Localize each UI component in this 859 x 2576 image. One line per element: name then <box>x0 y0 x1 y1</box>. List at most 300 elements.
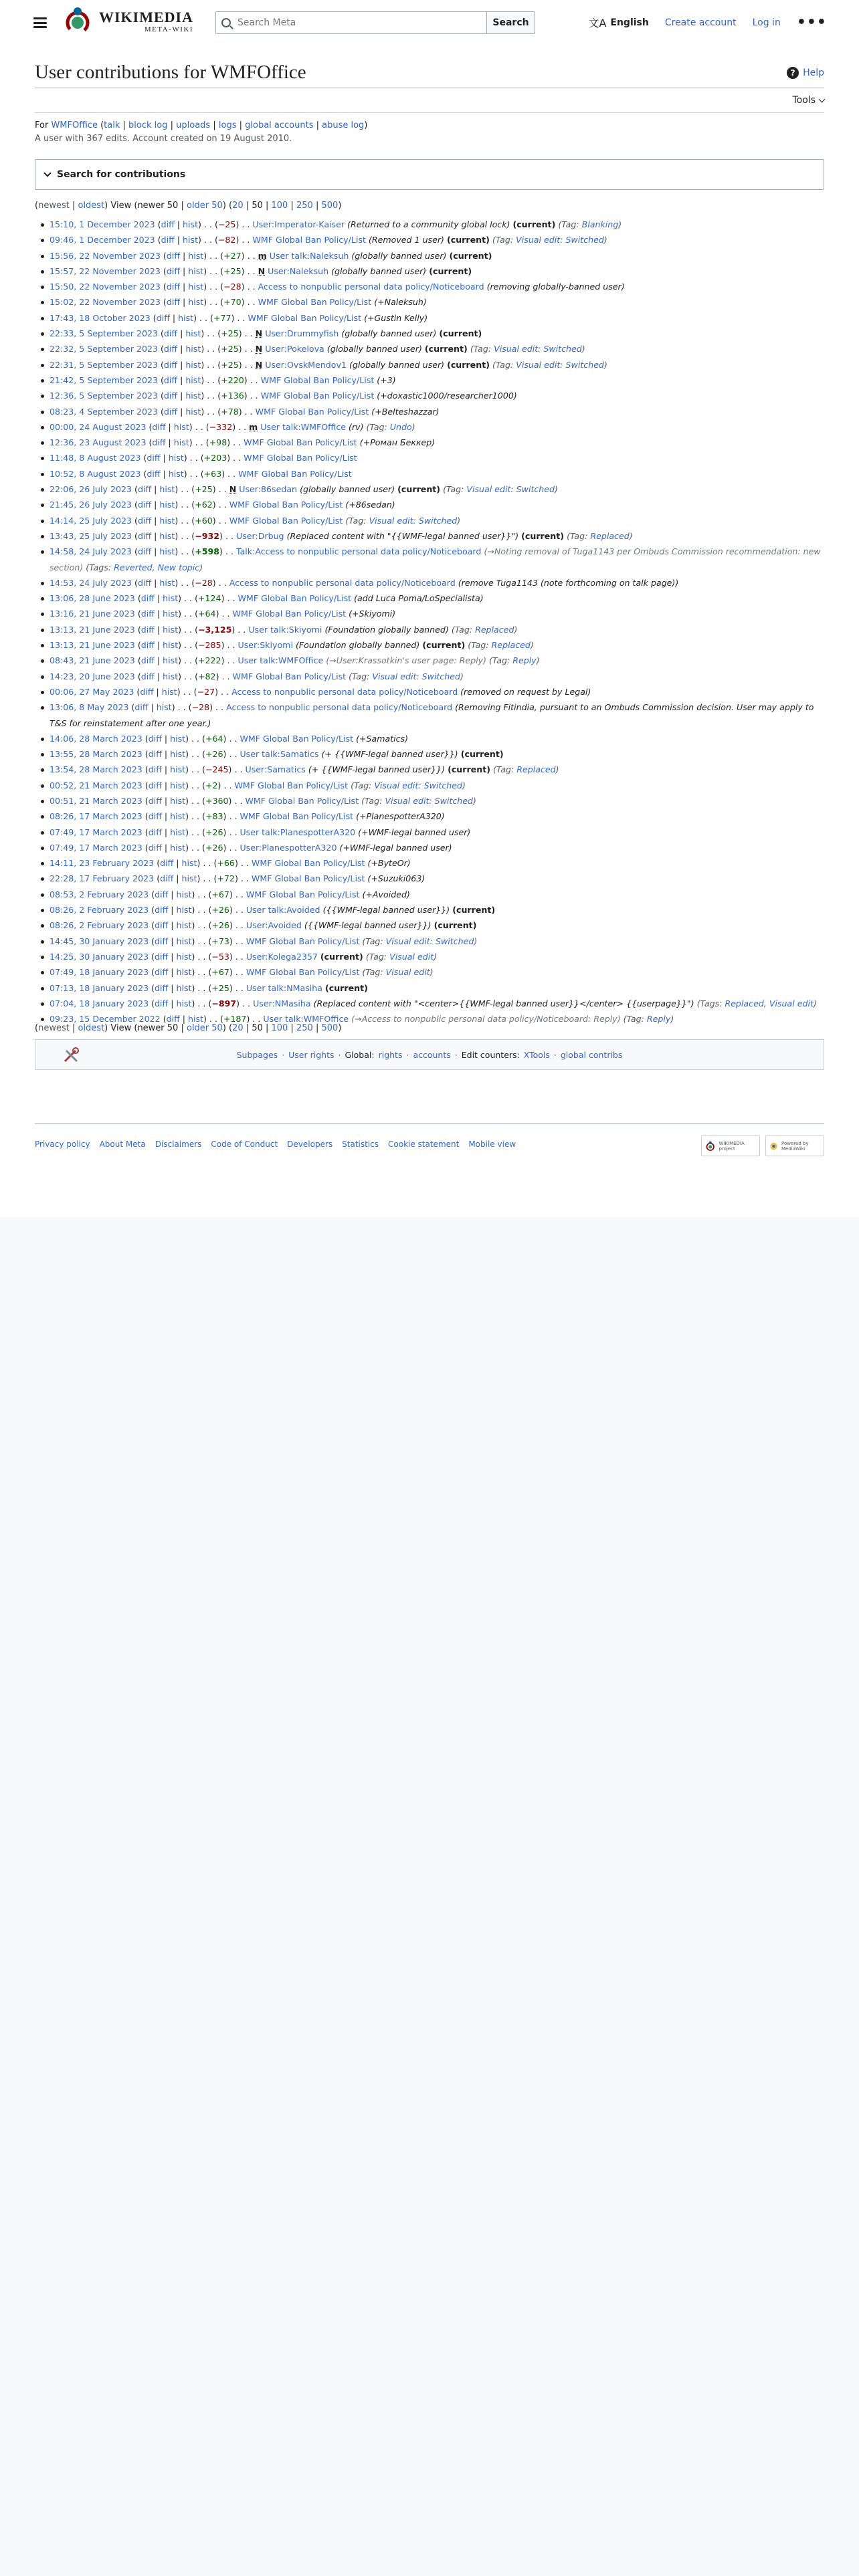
page-link[interactable]: WMF Global Ban Policy/List <box>237 593 352 604</box>
hist-link[interactable]: hist <box>188 265 204 276</box>
page-link[interactable]: WMF Global Ban Policy/List <box>246 967 360 978</box>
more-options-icon[interactable]: ••• <box>796 13 827 31</box>
tag-link[interactable]: Visual edit: Switched <box>385 795 474 806</box>
page-link[interactable]: User talk:Avoided <box>246 905 320 916</box>
pager-oldest[interactable]: oldest <box>78 1023 105 1033</box>
hist-link[interactable]: hist <box>163 593 179 604</box>
page-link[interactable]: WMF Global Ban Policy/List <box>252 235 366 245</box>
hist-link[interactable]: hist <box>183 219 199 229</box>
page-link[interactable]: WMF Global Ban Policy/List <box>240 811 354 822</box>
contribution-date[interactable]: 17:43, 18 October 2023 <box>50 312 151 323</box>
edit-summary: (+ {{WMF-legal banned user}}) <box>321 749 458 760</box>
diff-link[interactable]: diff <box>140 624 155 635</box>
contribution-date[interactable]: 12:36, 23 August 2023 <box>50 437 147 448</box>
user-tool-link[interactable]: uploads <box>176 120 211 130</box>
edit-summary: (+Suzuki063) <box>367 873 425 884</box>
current-label: (current) <box>521 530 565 541</box>
pager-older[interactable]: older 50 <box>186 201 223 211</box>
contribution-date[interactable]: 13:55, 28 March 2023 <box>50 749 142 760</box>
diff-link[interactable]: diff <box>160 873 174 884</box>
hist-link[interactable]: hist <box>170 827 186 837</box>
size-change: +136 <box>221 391 244 401</box>
hist-link[interactable]: hist <box>168 468 184 479</box>
contribution-date[interactable]: 08:53, 2 February 2023 <box>50 889 149 899</box>
contribution-date[interactable]: 12:36, 5 September 2023 <box>50 391 158 401</box>
contribution-date[interactable]: 14:14, 25 July 2023 <box>50 515 132 526</box>
diff-link[interactable]: diff <box>155 920 169 931</box>
hist-link[interactable]: hist <box>176 889 192 899</box>
tag-link[interactable]: Visual edit: Switched <box>369 515 458 526</box>
diff-link[interactable]: diff <box>140 593 155 604</box>
log-in-link[interactable]: Log in <box>752 17 781 28</box>
subpages-link[interactable]: Subpages <box>236 1049 278 1060</box>
contribution-date[interactable]: 00:51, 21 March 2023 <box>50 795 142 806</box>
contribution-date[interactable]: 08:26, 2 February 2023 <box>50 920 149 931</box>
diff-link[interactable]: diff <box>163 374 178 385</box>
tag-link[interactable]: Replaced <box>590 530 630 541</box>
hist-link[interactable]: hist <box>173 437 189 448</box>
page-link[interactable]: WMF Global Ban Policy/List <box>244 453 357 463</box>
pager-older[interactable]: older 50 <box>186 1023 223 1033</box>
hist-link[interactable]: hist <box>185 359 201 370</box>
hist-link[interactable]: hist <box>188 250 204 261</box>
contribution-date[interactable]: 13:16, 21 June 2023 <box>50 609 135 619</box>
page-link[interactable]: User:Imperator-Kaiser <box>252 219 345 229</box>
contribution-date[interactable]: 13:06, 28 June 2023 <box>50 593 135 604</box>
diff-link[interactable]: diff <box>137 515 152 526</box>
site-logo[interactable] <box>62 5 193 37</box>
footer-link[interactable]: Code of Conduct <box>211 1140 278 1149</box>
search-contributions-toggle[interactable] <box>35 159 824 190</box>
contribution-date[interactable]: 13:13, 21 June 2023 <box>50 624 135 635</box>
diff-link[interactable]: diff <box>166 297 180 308</box>
hist-link[interactable]: hist <box>159 577 175 588</box>
hist-link[interactable]: hist <box>183 235 199 245</box>
tag-link[interactable]: Blanking <box>581 219 619 229</box>
wikimedia-logo-icon <box>62 5 94 37</box>
page-link[interactable]: User talk:Skiyomi <box>248 624 322 635</box>
diff-link[interactable]: diff <box>156 312 170 323</box>
pager-size-option[interactable]: 250 <box>296 1023 313 1033</box>
diff-link[interactable]: diff <box>155 982 169 993</box>
hist-link[interactable]: hist <box>168 453 184 463</box>
hist-link[interactable]: hist <box>170 764 186 775</box>
hist-link[interactable]: hist <box>178 312 194 323</box>
size-change: −27 <box>197 686 215 697</box>
diff-link[interactable]: diff <box>148 827 162 837</box>
contribution-date[interactable]: 14:11, 23 February 2023 <box>50 858 155 869</box>
tags: (Tag: Visual edit: Switched) <box>362 936 478 946</box>
diff-link[interactable]: diff <box>137 530 152 541</box>
main-menu-icon[interactable] <box>32 15 48 31</box>
diff-link[interactable]: diff <box>140 640 155 651</box>
page-link[interactable]: WMF Global Ban Policy/List <box>234 780 349 790</box>
contribution-date[interactable]: 21:45, 26 July 2023 <box>50 500 132 510</box>
user-tool-link[interactable]: global accounts <box>245 120 314 130</box>
diff-link[interactable]: diff <box>163 359 178 370</box>
diff-link[interactable]: diff <box>140 655 155 666</box>
tools-menu[interactable] <box>793 95 825 106</box>
contribution-date[interactable]: 22:32, 5 September 2023 <box>50 344 158 354</box>
pager-size-option[interactable]: 500 <box>321 201 339 211</box>
tag-link[interactable]: New topic <box>157 562 200 572</box>
contribution-date[interactable]: 21:42, 5 September 2023 <box>50 374 158 385</box>
tags: (Tag: Blanking) <box>558 219 622 229</box>
new-page-flag: N <box>255 344 263 354</box>
contribution-date[interactable]: 08:43, 21 June 2023 <box>50 655 135 666</box>
size-change: +124 <box>197 593 221 604</box>
diff-link[interactable]: diff <box>163 406 178 417</box>
hist-link[interactable]: hist <box>159 515 175 526</box>
page-link[interactable]: WMF Global Ban Policy/List <box>240 733 354 744</box>
contribution-date[interactable]: 22:28, 17 February 2023 <box>50 873 155 884</box>
contribution-date[interactable]: 22:06, 26 July 2023 <box>50 484 132 495</box>
search-placeholder: Search Meta <box>237 17 296 28</box>
pager-size-option[interactable]: 100 <box>271 201 288 211</box>
hist-link[interactable]: hist <box>181 873 197 884</box>
contribution-date[interactable]: 13:54, 28 March 2023 <box>50 764 142 775</box>
footer-link[interactable]: Disclaimers <box>155 1140 202 1149</box>
hist-link[interactable]: hist <box>156 702 172 713</box>
contribution-date[interactable]: 14:58, 24 July 2023 <box>50 546 132 557</box>
page-link[interactable]: User talk:WMFOffice <box>237 655 324 666</box>
diff-link[interactable]: diff <box>163 391 178 401</box>
diff-link[interactable]: diff <box>152 421 166 432</box>
pager-size-option[interactable]: 20 <box>232 1023 244 1033</box>
page-link[interactable]: User:Naleksuh <box>268 265 329 276</box>
user-link[interactable]: WMFOffice <box>51 120 98 130</box>
tag-link[interactable]: Visual edit <box>389 951 434 962</box>
hist-link[interactable]: hist <box>188 1014 204 1025</box>
contribution-date[interactable]: 00:00, 24 August 2023 <box>50 421 147 432</box>
contribution-date[interactable]: 00:06, 27 May 2023 <box>50 686 134 697</box>
hist-link[interactable]: hist <box>159 546 175 557</box>
wikimedia-project-badge[interactable] <box>701 1136 760 1156</box>
tag-link[interactable]: Replaced <box>725 998 764 1008</box>
contribution-date[interactable]: 14:06, 28 March 2023 <box>50 733 142 744</box>
page-link[interactable]: WMF Global Ban Policy/List <box>229 515 343 526</box>
contribution-date[interactable]: 15:50, 22 November 2023 <box>50 282 161 292</box>
hist-link[interactable]: hist <box>163 640 179 651</box>
page-link[interactable]: WMF Global Ban Policy/List <box>255 406 369 417</box>
contribution-date[interactable]: 07:04, 18 January 2023 <box>50 998 149 1008</box>
page-link[interactable]: User talk:PlanespotterA320 <box>240 827 356 837</box>
page-link[interactable]: WMF Global Ban Policy/List <box>248 312 362 323</box>
page-link[interactable]: User talk:Samatics <box>240 749 319 760</box>
page-link[interactable]: WMF Global Ban Policy/List <box>251 873 365 884</box>
diff-link[interactable]: diff <box>155 951 169 962</box>
page-link[interactable]: User talk:NMasiha <box>246 982 322 993</box>
contribution-row: 14:45, 30 January 2023 (diff | hist) . . (+73) . . WMF Global Ban Policy/List (Tag: Visual edit: Switched) <box>35 934 824 949</box>
size-change: −28 <box>223 282 242 292</box>
hist-link[interactable]: hist <box>176 998 192 1008</box>
diff-link[interactable]: diff <box>147 453 161 463</box>
edit-summary: (+Skiyomi) <box>349 609 396 619</box>
diff-link[interactable]: diff <box>166 1014 180 1025</box>
diff-link[interactable]: diff <box>140 671 155 681</box>
tag-link[interactable]: Replaced <box>516 764 556 775</box>
diff-link[interactable]: diff <box>163 344 178 354</box>
contribution-date[interactable]: 00:52, 21 March 2023 <box>50 780 142 790</box>
hist-link[interactable]: hist <box>170 733 186 744</box>
page-link[interactable]: Access to nonpublic personal data policy/Noticeboard <box>229 577 456 588</box>
tag-link[interactable]: Reply <box>646 1014 671 1025</box>
edit-summary: (+Samatics) <box>356 733 409 744</box>
page-link[interactable]: WMF Global Ban Policy/List <box>229 500 343 510</box>
diff-link[interactable]: diff <box>166 250 180 261</box>
diff-link[interactable]: diff <box>134 702 149 713</box>
tag-link[interactable]: Visual edit: Switched <box>494 344 582 354</box>
hist-link[interactable]: hist <box>176 920 192 931</box>
user-subtitle: A user with 367 edits. Account created on 19 August 2010. <box>35 134 292 144</box>
page-link[interactable]: Talk:Access to nonpublic personal data policy/Noticeboard <box>235 546 482 557</box>
diff-link[interactable]: diff <box>161 219 175 229</box>
xtools-link[interactable]: XTools <box>523 1049 550 1060</box>
contribution-date[interactable]: 10:52, 8 August 2023 <box>50 468 141 479</box>
diff-link[interactable]: diff <box>148 811 162 822</box>
help-link[interactable] <box>787 67 824 79</box>
page-link[interactable]: Access to nonpublic personal data policy/Noticeboard <box>258 282 484 292</box>
user-tool-link[interactable]: logs <box>218 120 237 130</box>
minor-edit-flag: m <box>258 250 267 261</box>
contribution-date[interactable]: 08:26, 17 March 2023 <box>50 811 142 822</box>
tag-link[interactable]: Visual edit: Switched <box>372 671 461 681</box>
hist-link[interactable]: hist <box>176 936 192 946</box>
search-input[interactable] <box>215 11 487 34</box>
hist-link[interactable]: hist <box>185 328 201 339</box>
edit-summary: (rv) <box>349 421 364 432</box>
hist-link[interactable]: hist <box>159 530 175 541</box>
contribution-date[interactable]: 14:23, 20 June 2023 <box>50 671 135 681</box>
hist-link[interactable]: hist <box>188 297 204 308</box>
global-accounts-link[interactable]: accounts <box>413 1049 451 1060</box>
hist-link[interactable]: hist <box>181 858 197 869</box>
contribution-date[interactable]: 13:13, 21 June 2023 <box>50 640 135 651</box>
tag-link[interactable]: Visual edit <box>769 998 814 1008</box>
hist-link[interactable]: hist <box>176 905 192 916</box>
diff-link[interactable]: diff <box>137 577 152 588</box>
contribution-date[interactable]: 22:33, 5 September 2023 <box>50 328 158 339</box>
diff-link[interactable]: diff <box>155 998 169 1008</box>
hist-link[interactable]: hist <box>188 282 204 292</box>
tag-link[interactable]: Visual edit <box>385 967 430 978</box>
page-link[interactable]: WMF Global Ban Policy/List <box>251 858 365 869</box>
hist-link[interactable]: hist <box>176 982 192 993</box>
hist-link[interactable]: hist <box>185 344 201 354</box>
footer-link[interactable]: Cookie statement <box>388 1140 460 1149</box>
contribution-date[interactable]: 14:45, 30 January 2023 <box>50 936 149 946</box>
page-link[interactable]: WMF Global Ban Policy/List <box>232 671 347 681</box>
page-link[interactable]: User:PlanespotterA320 <box>240 842 337 853</box>
page-link[interactable]: WMF Global Ban Policy/List <box>258 297 372 308</box>
diff-link[interactable]: diff <box>155 905 169 916</box>
contribution-date[interactable]: 15:56, 22 November 2023 <box>50 250 161 261</box>
diff-link[interactable]: diff <box>148 764 162 775</box>
tags: (Tag: Visual edit: Switched) <box>492 359 607 370</box>
contribution-date[interactable]: 08:23, 4 September 2023 <box>50 406 158 417</box>
diff-link[interactable]: diff <box>140 609 155 619</box>
edit-summary: (+Naleksuh) <box>374 297 427 308</box>
hist-link[interactable]: hist <box>159 484 175 495</box>
global-rights-link[interactable]: rights <box>378 1049 403 1060</box>
page-link[interactable]: User:Drbug <box>235 530 284 541</box>
page-link[interactable]: User:OvskMendov1 <box>265 359 347 370</box>
hist-link[interactable]: hist <box>176 967 192 978</box>
page-link[interactable]: User:86sedan <box>239 484 298 495</box>
hist-link[interactable]: hist <box>176 951 192 962</box>
page-link[interactable]: Access to nonpublic personal data policy/Noticeboard <box>231 686 458 697</box>
page-link[interactable]: User:Samatics <box>245 764 306 775</box>
pager-size-option[interactable]: 250 <box>296 201 313 211</box>
edit-summary: (Returned to a community global lock) <box>347 219 510 229</box>
diff-link[interactable]: diff <box>137 500 152 510</box>
contribution-date[interactable]: 09:46, 1 December 2023 <box>50 235 155 245</box>
hist-link[interactable]: hist <box>173 421 189 432</box>
page-link[interactable]: WMF Global Ban Policy/List <box>246 936 360 946</box>
hist-link[interactable]: hist <box>170 780 186 790</box>
page-link[interactable]: User:Drummyfish <box>265 328 339 339</box>
page-link[interactable]: User:Pokelova <box>265 344 324 354</box>
footer-link[interactable]: Developers <box>287 1140 333 1149</box>
tag-link[interactable]: Visual edit: Switched <box>516 359 604 370</box>
hist-link[interactable]: hist <box>170 749 186 760</box>
contribution-date[interactable]: 15:10, 1 December 2023 <box>50 219 155 229</box>
contribution-date[interactable]: 13:06, 8 May 2023 <box>50 702 129 713</box>
contribution-date[interactable]: 14:53, 24 July 2023 <box>50 577 132 588</box>
user-tool-link[interactable]: talk <box>104 120 120 130</box>
tag-link[interactable]: Replaced <box>475 624 514 635</box>
diff-link[interactable]: diff <box>147 468 161 479</box>
page-link[interactable]: WMF Global Ban Policy/List <box>246 889 360 899</box>
hist-link[interactable]: hist <box>163 624 179 635</box>
tag-link[interactable]: Replaced <box>491 640 531 651</box>
hist-link[interactable]: hist <box>170 795 186 806</box>
page-link[interactable]: User talk:WMFOffice <box>263 1014 349 1025</box>
diff-link[interactable]: diff <box>152 437 166 448</box>
user-tool-link[interactable]: abuse log <box>322 120 365 130</box>
page-link[interactable]: Access to nonpublic personal data policy/Noticeboard <box>226 702 453 713</box>
hist-link[interactable]: hist <box>163 609 179 619</box>
contribution-date[interactable]: 07:13, 18 January 2023 <box>50 982 149 993</box>
page-link[interactable]: WMF Global Ban Policy/List <box>260 391 375 401</box>
diff-link[interactable]: diff <box>148 780 162 790</box>
edit-summary: (+3) <box>377 374 396 385</box>
size-change: +360 <box>205 795 229 806</box>
contribution-row: 07:49, 17 March 2023 (diff | hist) . . (+26) . . User:PlanespotterA320 (+WMF-legal banned user) <box>35 840 824 855</box>
hist-link[interactable]: hist <box>185 391 201 401</box>
diff-link[interactable]: diff <box>160 858 174 869</box>
contribution-date[interactable]: 15:57, 22 November 2023 <box>50 265 161 276</box>
contribution-row: 14:58, 24 July 2023 (diff | hist) . . (+598) . . Talk:Access to nonpublic personal data policy/Noticeboard (→Noting removal of Tuga1143 per Ombuds Commission recommendation: new section) (Tags: Reverted, New topic) <box>35 544 824 575</box>
edit-summary: ({{WMF-legal banned user}}) <box>304 920 432 931</box>
contribution-date[interactable]: 07:49, 17 March 2023 <box>50 842 142 853</box>
contribution-date[interactable]: 11:48, 8 August 2023 <box>50 453 141 463</box>
tag-link[interactable]: Visual edit: Switched <box>374 780 462 790</box>
pager-size-option[interactable]: 500 <box>321 1023 339 1033</box>
hist-link[interactable]: hist <box>170 842 186 853</box>
hist-link[interactable]: hist <box>170 811 186 822</box>
contribution-date[interactable]: 14:25, 30 January 2023 <box>50 951 149 962</box>
language-switcher[interactable] <box>588 15 648 30</box>
page-link[interactable]: User talk:WMFOffice <box>260 421 347 432</box>
hist-link[interactable]: hist <box>185 406 201 417</box>
user-rights-link[interactable]: User rights <box>288 1049 335 1060</box>
page-link[interactable]: WMF Global Ban Policy/List <box>244 437 357 448</box>
contribution-date[interactable]: 08:26, 2 February 2023 <box>50 905 149 916</box>
contribution-date[interactable]: 07:49, 17 March 2023 <box>50 827 142 837</box>
hist-link[interactable]: hist <box>163 671 179 681</box>
page-link[interactable]: WMF Global Ban Policy/List <box>232 609 347 619</box>
contribution-date[interactable]: 09:23, 15 December 2022 <box>50 1014 161 1025</box>
footer-link[interactable]: Statistics <box>342 1140 379 1149</box>
page-link[interactable]: WMF Global Ban Policy/List <box>238 468 352 479</box>
footer-link[interactable]: Privacy policy <box>35 1140 90 1149</box>
contribution-date[interactable]: 22:31, 5 September 2023 <box>50 359 158 370</box>
diff-link[interactable]: diff <box>148 795 162 806</box>
tag-link[interactable]: Reply <box>512 655 537 666</box>
tag-link[interactable]: Undo <box>389 421 412 432</box>
tag-link[interactable]: Reverted <box>114 562 153 572</box>
page-link[interactable]: WMF Global Ban Policy/List <box>260 374 375 385</box>
tag-link[interactable]: Visual edit: Switched <box>516 235 604 245</box>
page-link[interactable]: User:Kolega2357 <box>246 951 318 962</box>
pager-size-option[interactable]: 100 <box>271 1023 288 1033</box>
pager-view-label: View (newer 50 | <box>110 1023 184 1033</box>
diff-link[interactable]: diff <box>163 328 178 339</box>
contribution-date[interactable]: 07:49, 18 January 2023 <box>50 967 149 978</box>
contribution-date[interactable]: 13:43, 25 July 2023 <box>50 530 132 541</box>
page-link[interactable]: User:Avoided <box>246 920 302 931</box>
page-link[interactable]: User:NMasiha <box>253 998 311 1008</box>
diff-link[interactable]: diff <box>166 282 180 292</box>
search-button[interactable]: Search <box>487 11 535 34</box>
diff-link[interactable]: diff <box>155 889 169 899</box>
diff-link[interactable]: diff <box>155 967 169 978</box>
hist-link[interactable]: hist <box>159 500 175 510</box>
tags: (Tag: Visual edit: Switched) <box>361 795 476 806</box>
diff-link[interactable]: diff <box>148 733 162 744</box>
diff-link[interactable]: diff <box>148 842 162 853</box>
diff-link[interactable]: diff <box>137 484 152 495</box>
footer-link[interactable]: Mobile view <box>468 1140 516 1149</box>
user-tool-link[interactable]: block log <box>128 120 168 130</box>
diff-link[interactable]: diff <box>140 686 154 697</box>
create-account-link[interactable]: Create account <box>664 17 737 28</box>
diff-link[interactable]: diff <box>137 546 152 557</box>
edit-summary: ({{WMF-legal banned user}}) <box>322 905 450 916</box>
global-contribs-link[interactable]: global contribs <box>560 1049 623 1060</box>
page-link[interactable]: WMF Global Ban Policy/List <box>245 795 359 806</box>
contribution-row: 15:10, 1 December 2023 (diff | hist) . . (−25) . . User:Imperator-Kaiser (Returned to a community global lock) (current) (Tag: Blanking) <box>35 217 824 232</box>
contribution-date[interactable]: 15:02, 22 November 2023 <box>50 297 161 308</box>
tag-link[interactable]: Visual edit: Switched <box>385 936 474 946</box>
diff-link[interactable]: diff <box>161 235 175 245</box>
page-link[interactable]: User:Skiyomi <box>237 640 293 651</box>
page-link[interactable]: User talk:Naleksuh <box>269 250 349 261</box>
hist-link[interactable]: hist <box>185 374 201 385</box>
new-page-flag: N <box>255 328 263 339</box>
hist-link[interactable]: hist <box>161 686 177 697</box>
footer-link[interactable]: About Meta <box>99 1140 146 1149</box>
mediawiki-badge[interactable] <box>765 1136 824 1156</box>
tag-link[interactable]: Visual edit: Switched <box>466 484 555 495</box>
diff-link[interactable]: diff <box>155 936 169 946</box>
pager-size-option[interactable]: 20 <box>232 201 244 211</box>
diff-link[interactable]: diff <box>166 265 180 276</box>
pager-oldest[interactable]: oldest <box>78 201 105 211</box>
hist-link[interactable]: hist <box>163 655 179 666</box>
diff-link[interactable]: diff <box>148 749 162 760</box>
